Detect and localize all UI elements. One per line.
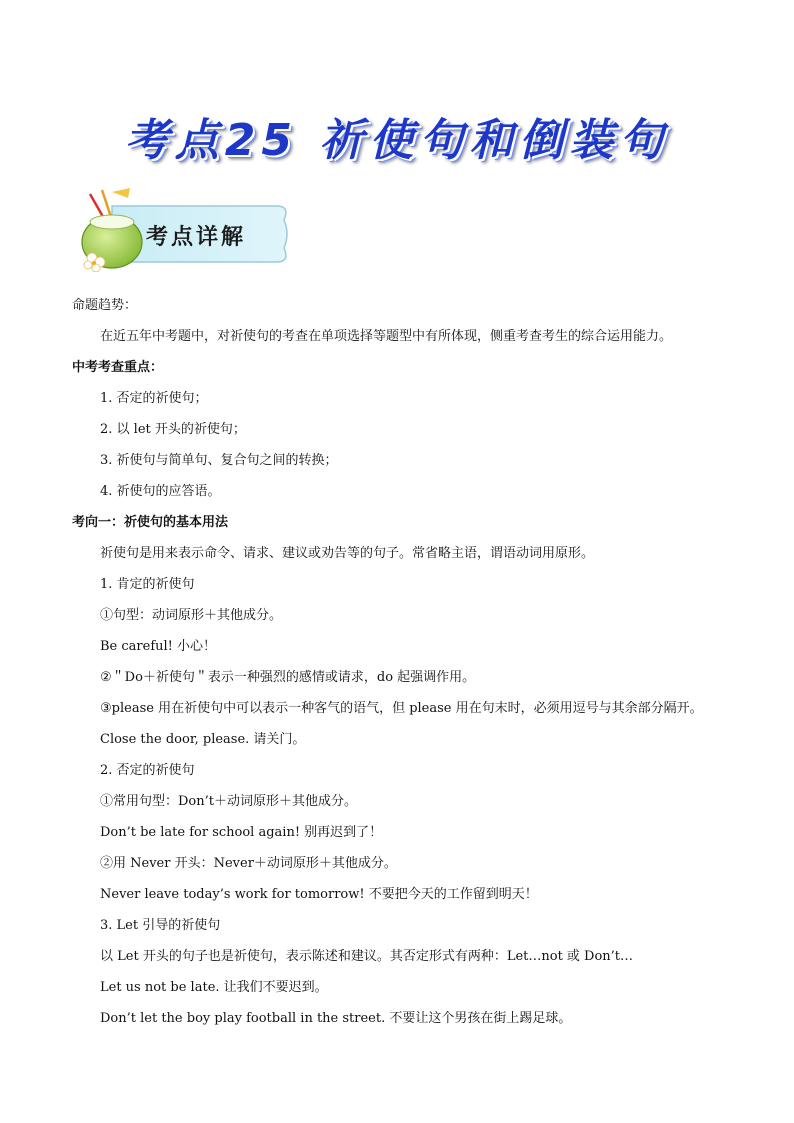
document-body (72, 290, 732, 1034)
subheading: 1. 肯定的祈使句 (100, 577, 195, 592)
banner-label: 考点详解 (146, 225, 247, 250)
example-sentence: Don’t be late for school again! 别再迟到了！ (100, 825, 383, 840)
focus-heading: 中考考查重点： (72, 360, 164, 375)
focus-item: 2. 以 let 开头的祈使句； (100, 422, 246, 437)
rule-text: ③please 用在祈使句中可以表示一种客气的语气，但 please 用在句末时，必须用逗号与其余部分隔开。 (100, 701, 703, 716)
trend-text: 在近五年中考题中，对祈使句的考查在单项选择等题型中有所体现，侧重考查考生的综合运用能力。 (100, 329, 673, 344)
subheading: 3. Let 引导的祈使句 (100, 918, 221, 933)
example-sentence: Close the door, please. 请关门。 (100, 732, 306, 747)
subheading: 2. 否定的祈使句 (100, 763, 195, 778)
rule-text: ②＂Do＋祈使句＂表示一种强烈的感情或请求，do 起强调作用。 (100, 670, 476, 685)
focus-item: 1. 否定的祈使句； (100, 391, 208, 406)
example-sentence: Never leave today’s work for tomorrow! 不要把今天的工作留到明天！ (100, 887, 538, 902)
example-sentence: Let us not be late. 让我们不要迟到。 (100, 980, 328, 995)
rule-text: ①常用句型：Don’t＋动词原形＋其他成分。 (100, 794, 357, 809)
trend-heading: 命题趋势： (72, 298, 138, 313)
paragraph: 祈使句是用来表示命令、请求、建议或劝告等的句子。常省略主语，谓语动词用原形。 (100, 546, 595, 561)
focus-item: 3. 祈使句与简单句、复合句之间的转换； (100, 453, 338, 468)
rule-text: ①句型：动词原形＋其他成分。 (100, 608, 283, 623)
section-heading: 考向一：祈使句的基本用法 (72, 515, 229, 530)
paragraph: 以 Let 开头的句子也是祈使句，表示陈述和建议。其否定形式有两种：Let…not 或 Don’t… (100, 949, 634, 964)
page-title: 考点25 祈使句和倒装句 (124, 115, 670, 166)
focus-item: 4. 祈使句的应答语。 (100, 484, 221, 499)
section-banner (72, 186, 292, 272)
example-sentence: Don’t let the boy play football in the street. 不要让这个男孩在街上踢足球。 (100, 1011, 572, 1026)
example-sentence: Be careful! 小心！ (100, 639, 217, 654)
rule-text: ②用 Never 开头：Never＋动词原形＋其他成分。 (100, 856, 397, 871)
